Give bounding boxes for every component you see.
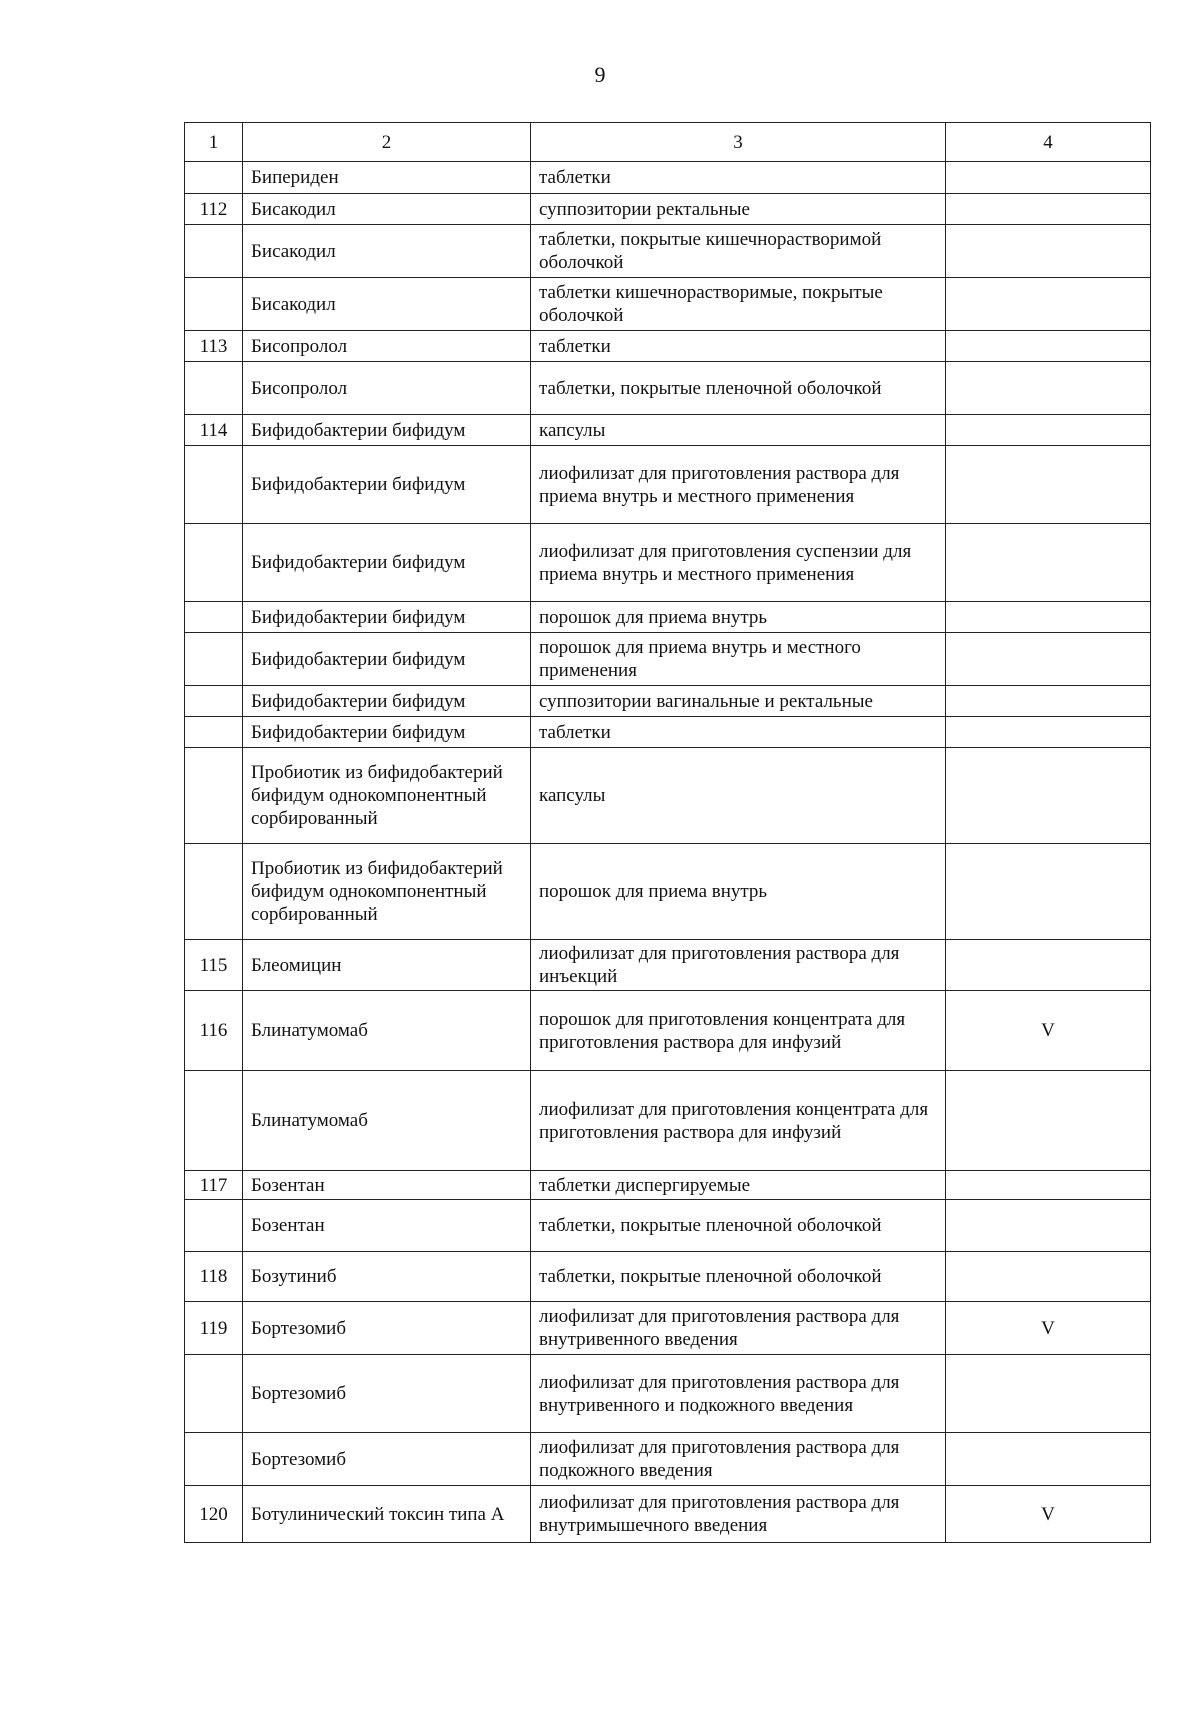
table-row bbox=[185, 686, 1151, 717]
table-row bbox=[185, 1302, 1151, 1355]
dosage-form-cell: порошок для приготовления концентрата для приготовления раствора для инфузий bbox=[531, 991, 946, 1071]
mark-cell: V bbox=[946, 1486, 1151, 1543]
column-header-2: 2 bbox=[243, 123, 531, 162]
dosage-form-cell: лиофилизат для приготовления раствора для внутривенного и подкожного введения bbox=[531, 1355, 946, 1433]
mark-cell bbox=[946, 602, 1151, 633]
table-row bbox=[185, 415, 1151, 446]
table-row bbox=[185, 991, 1151, 1071]
dosage-form-cell: лиофилизат для приготовления раствора для внутримышечного введения bbox=[531, 1486, 946, 1543]
row-number-cell bbox=[185, 278, 243, 331]
table-row bbox=[185, 331, 1151, 362]
mark-cell bbox=[946, 1355, 1151, 1433]
mark-cell bbox=[946, 331, 1151, 362]
row-number-cell: 115 bbox=[185, 940, 243, 991]
drug-name-cell: Бортезомиб bbox=[243, 1355, 531, 1433]
column-header-4: 4 bbox=[946, 123, 1151, 162]
row-number-cell: 118 bbox=[185, 1252, 243, 1302]
dosage-form-cell: лиофилизат для приготовления суспензии для приема внутрь и местного применения bbox=[531, 524, 946, 602]
drug-name-cell: Бифидобактерии бифидум bbox=[243, 717, 531, 748]
drug-name-cell: Бозутиниб bbox=[243, 1252, 531, 1302]
table-row bbox=[185, 1171, 1151, 1200]
dosage-form-cell: лиофилизат для приготовления раствора для внутривенного введения bbox=[531, 1302, 946, 1355]
mark-cell bbox=[946, 940, 1151, 991]
drug-name-cell: Бифидобактерии бифидум bbox=[243, 602, 531, 633]
row-number-cell bbox=[185, 1071, 243, 1171]
mark-cell bbox=[946, 162, 1151, 194]
row-number-cell bbox=[185, 362, 243, 415]
mark-cell bbox=[946, 415, 1151, 446]
dosage-form-cell: таблетки bbox=[531, 331, 946, 362]
row-number-cell: 113 bbox=[185, 331, 243, 362]
mark-cell bbox=[946, 225, 1151, 278]
dosage-form-cell: порошок для приема внутрь bbox=[531, 844, 946, 940]
row-number-cell bbox=[185, 844, 243, 940]
row-number-cell bbox=[185, 748, 243, 844]
mark-cell bbox=[946, 1071, 1151, 1171]
dosage-form-cell: таблетки кишечнорастворимые, покрытые оболочкой bbox=[531, 278, 946, 331]
table-row bbox=[185, 748, 1151, 844]
column-header-3: 3 bbox=[531, 123, 946, 162]
drug-name-cell: Бифидобактерии бифидум bbox=[243, 633, 531, 686]
table-row bbox=[185, 362, 1151, 415]
dosage-form-cell: порошок для приема внутрь bbox=[531, 602, 946, 633]
table-row bbox=[185, 1071, 1151, 1171]
row-number-cell: 112 bbox=[185, 194, 243, 225]
table-row bbox=[185, 1252, 1151, 1302]
drug-name-cell: Ботулинический токсин типа А bbox=[243, 1486, 531, 1543]
table-row bbox=[185, 278, 1151, 331]
drug-name-cell: Бортезомиб bbox=[243, 1302, 531, 1355]
table-row bbox=[185, 162, 1151, 194]
drug-name-cell: Бифидобактерии бифидум bbox=[243, 446, 531, 524]
dosage-form-cell: лиофилизат для приготовления раствора для инъекций bbox=[531, 940, 946, 991]
dosage-form-cell: суппозитории ректальные bbox=[531, 194, 946, 225]
drug-name-cell: Бозентан bbox=[243, 1171, 531, 1200]
mark-cell bbox=[946, 362, 1151, 415]
drug-name-cell: Блинатумомаб bbox=[243, 991, 531, 1071]
mark-cell bbox=[946, 1171, 1151, 1200]
dosage-form-cell: таблетки bbox=[531, 162, 946, 194]
table-row bbox=[185, 1200, 1151, 1252]
table-row bbox=[185, 1355, 1151, 1433]
dosage-form-cell: таблетки диспергируемые bbox=[531, 1171, 946, 1200]
mark-cell bbox=[946, 1200, 1151, 1252]
row-number-cell bbox=[185, 602, 243, 633]
table-row bbox=[185, 602, 1151, 633]
table-header-row bbox=[185, 123, 1151, 162]
dosage-form-cell: капсулы bbox=[531, 748, 946, 844]
mark-cell bbox=[946, 1433, 1151, 1486]
mark-cell: V bbox=[946, 1302, 1151, 1355]
table-row bbox=[185, 633, 1151, 686]
page-number: 9 bbox=[594, 62, 606, 87]
mark-cell bbox=[946, 686, 1151, 717]
row-number-cell bbox=[185, 225, 243, 278]
drug-name-cell: Бисакодил bbox=[243, 225, 531, 278]
dosage-form-cell: таблетки, покрытые пленочной оболочкой bbox=[531, 1200, 946, 1252]
drug-name-cell: Бифидобактерии бифидум bbox=[243, 686, 531, 717]
dosage-form-cell: таблетки bbox=[531, 717, 946, 748]
row-number-cell: 119 bbox=[185, 1302, 243, 1355]
mark-cell bbox=[946, 278, 1151, 331]
row-number-cell bbox=[185, 524, 243, 602]
mark-cell bbox=[946, 1252, 1151, 1302]
drug-name-cell: Бортезомиб bbox=[243, 1433, 531, 1486]
row-number-cell bbox=[185, 1355, 243, 1433]
drug-name-cell: Блинатумомаб bbox=[243, 1071, 531, 1171]
row-number-cell bbox=[185, 1200, 243, 1252]
drug-name-cell: Пробиотик из бифидобактерий бифидум однокомпонентный сорбированный bbox=[243, 844, 531, 940]
table-row bbox=[185, 844, 1151, 940]
dosage-form-cell: капсулы bbox=[531, 415, 946, 446]
dosage-form-cell: лиофилизат для приготовления раствора для подкожного введения bbox=[531, 1433, 946, 1486]
row-number-cell bbox=[185, 446, 243, 524]
drug-name-cell: Бисопролол bbox=[243, 362, 531, 415]
dosage-form-cell: таблетки, покрытые пленочной оболочкой bbox=[531, 1252, 946, 1302]
mark-cell bbox=[946, 633, 1151, 686]
table-row bbox=[185, 524, 1151, 602]
table-row bbox=[185, 225, 1151, 278]
dosage-form-cell: таблетки, покрытые пленочной оболочкой bbox=[531, 362, 946, 415]
table-row bbox=[185, 717, 1151, 748]
table-row bbox=[185, 1486, 1151, 1543]
drug-name-cell: Бозентан bbox=[243, 1200, 531, 1252]
table-row bbox=[185, 194, 1151, 225]
drug-table bbox=[184, 122, 1151, 1543]
drug-name-cell: Бифидобактерии бифидум bbox=[243, 415, 531, 446]
column-header-1: 1 bbox=[185, 123, 243, 162]
table-row bbox=[185, 446, 1151, 524]
drug-name-cell: Бипериден bbox=[243, 162, 531, 194]
mark-cell bbox=[946, 446, 1151, 524]
dosage-form-cell: таблетки, покрытые кишечнорастворимой оболочкой bbox=[531, 225, 946, 278]
row-number-cell bbox=[185, 717, 243, 748]
row-number-cell: 117 bbox=[185, 1171, 243, 1200]
dosage-form-cell: лиофилизат для приготовления раствора для приема внутрь и местного применения bbox=[531, 446, 946, 524]
mark-cell: V bbox=[946, 991, 1151, 1071]
drug-name-cell: Пробиотик из бифидобактерий бифидум однокомпонентный сорбированный bbox=[243, 748, 531, 844]
mark-cell bbox=[946, 717, 1151, 748]
mark-cell bbox=[946, 844, 1151, 940]
row-number-cell bbox=[185, 633, 243, 686]
table-row bbox=[185, 940, 1151, 991]
drug-name-cell: Бисакодил bbox=[243, 194, 531, 225]
row-number-cell bbox=[185, 162, 243, 194]
row-number-cell: 116 bbox=[185, 991, 243, 1071]
drug-name-cell: Блеомицин bbox=[243, 940, 531, 991]
dosage-form-cell: лиофилизат для приготовления концентрата для приготовления раствора для инфузий bbox=[531, 1071, 946, 1171]
row-number-cell: 120 bbox=[185, 1486, 243, 1543]
drug-name-cell: Бисакодил bbox=[243, 278, 531, 331]
drug-name-cell: Бифидобактерии бифидум bbox=[243, 524, 531, 602]
table-row bbox=[185, 1433, 1151, 1486]
dosage-form-cell: суппозитории вагинальные и ректальные bbox=[531, 686, 946, 717]
drug-name-cell: Бисопролол bbox=[243, 331, 531, 362]
dosage-form-cell: порошок для приема внутрь и местного применения bbox=[531, 633, 946, 686]
row-number-cell: 114 bbox=[185, 415, 243, 446]
row-number-cell bbox=[185, 1433, 243, 1486]
mark-cell bbox=[946, 194, 1151, 225]
row-number-cell bbox=[185, 686, 243, 717]
mark-cell bbox=[946, 748, 1151, 844]
mark-cell bbox=[946, 524, 1151, 602]
